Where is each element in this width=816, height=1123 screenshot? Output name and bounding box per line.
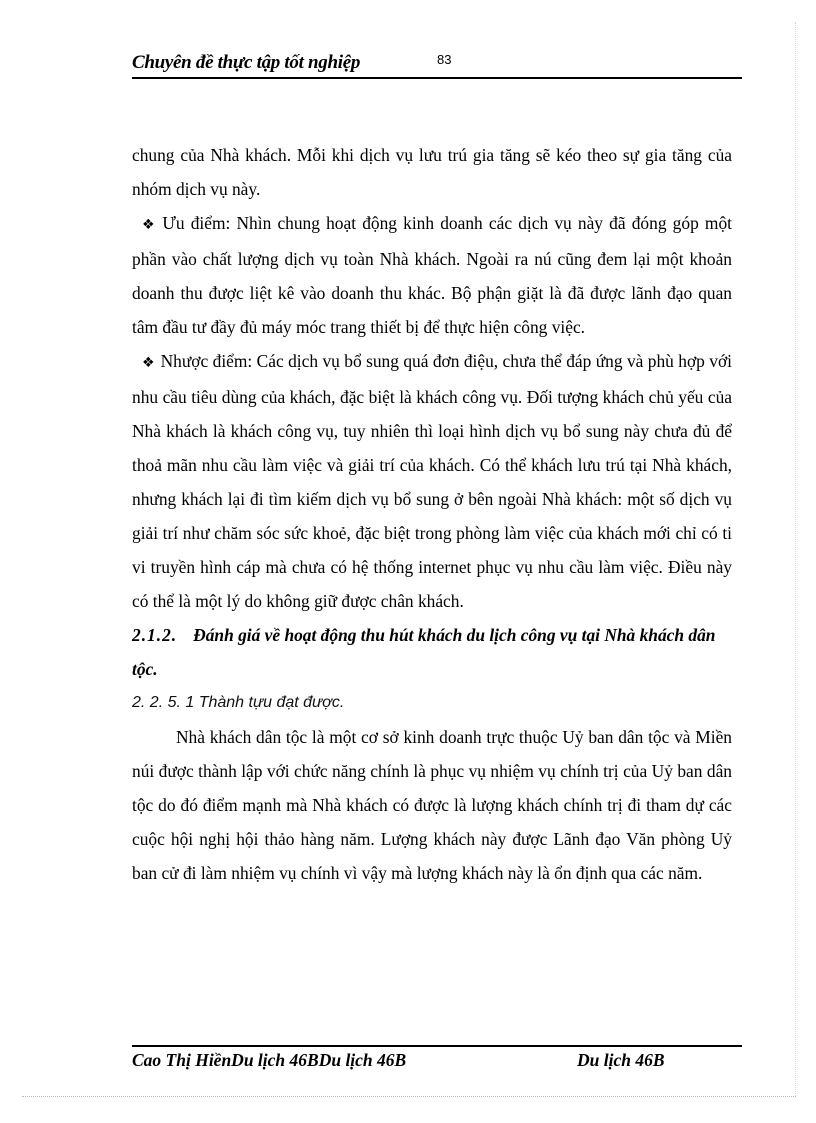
advantages-text: Ưu điểm: Nhìn chung hoạt động kinh doanh các dịch vụ này đã đóng góp một phần vào chất lượng dịch vụ toàn Nhà khách. Ngoài ra nú cũng đem lại một khoản doanh thu được liệt kê vào doanh thu khác. Bộ phận giặt là đã được lãnh đạo quan tâm đầu tư đầy đủ máy móc trang thiết bị để thực hiện công việc. xyxy=(132,213,732,337)
header-title: Chuyên đề thực tập tốt nghiệp xyxy=(132,52,361,73)
page-edge-right xyxy=(795,22,796,1096)
footer-author: Cao Thị HiềnDu lịch 46BDu lịch 46B xyxy=(132,1050,407,1070)
section-heading xyxy=(132,618,732,686)
paragraph-disadvantages xyxy=(132,344,732,618)
diamond-bullet-icon: ❖ xyxy=(142,217,157,233)
diamond-bullet-icon: ❖ xyxy=(142,355,155,371)
footer-class: Du lịch 46B xyxy=(577,1050,665,1070)
paragraph-achievements: Nhà khách dân tộc là một cơ sở kinh doanh trực thuộc Uỷ ban dân tộc và Miền núi được thành lập với chức năng chính là phục vụ nhiệm vụ chính trị của Uỷ ban dân tộc do đó điểm mạnh mà Nhà khách có được là lượng khách chính trị đi tham dự các cuộc hội nghị hội thảo hàng năm. Lượng khách này được Lãnh đạo Văn phòng Uỷ ban cử đi làm nhiệm vụ chính vì vậy mà lượng khách này là ổn định qua các năm. xyxy=(132,727,732,883)
footer-rule xyxy=(132,1045,742,1047)
section-heading-text: Đánh giá về hoạt động thu hút khách du lịch công vụ tại Nhà khách dân tộc. xyxy=(132,625,716,679)
section-heading-number: 2.1.2. xyxy=(132,625,178,645)
paragraph-intro: chung của Nhà khách. Mỗi khi dịch vụ lưu trú gia tăng sẽ kéo theo sự gia tăng của nhóm dịch vụ này. xyxy=(132,145,732,199)
subsection-heading: 2. 2. 5. 1 Thành tựu đạt được. xyxy=(132,694,345,711)
header-page-number: 83 xyxy=(437,52,452,67)
page-header xyxy=(132,50,742,78)
disadvantages-text: Nhược điểm: Các dịch vụ bổ sung quá đơn điệu, chưa thể đáp ứng và phù hợp với nhu cầu tiêu dùng của khách, đặc biệt là khách công vụ. Đối tượng khách chủ yếu của Nhà khách là khách công vụ, tuy nhiên thì loại hình dịch vụ bổ sung này chưa đủ để thoả mãn nhu cầu làm việc và giải trí của khách. Có thể khách lưu trú tại Nhà khách, nhưng khách lại đi tìm kiếm dịch vụ bổ sung ở bên ngoài Nhà khách: một số dịch vụ giải trí như chăm sóc sức khoẻ, đặc biệt trong phòng làm việc của khách mới chỉ có ti vi truyền hình cáp mà chưa có hệ thống internet phục vụ nhu cầu làm việc. Điều này có thể là một lý do không giữ được chân khách. xyxy=(132,351,732,611)
header-rule xyxy=(132,77,742,79)
document-body xyxy=(132,138,732,890)
page-footer xyxy=(132,1050,742,1076)
page-edge-bottom xyxy=(22,1096,796,1097)
paragraph-advantages xyxy=(132,206,732,344)
